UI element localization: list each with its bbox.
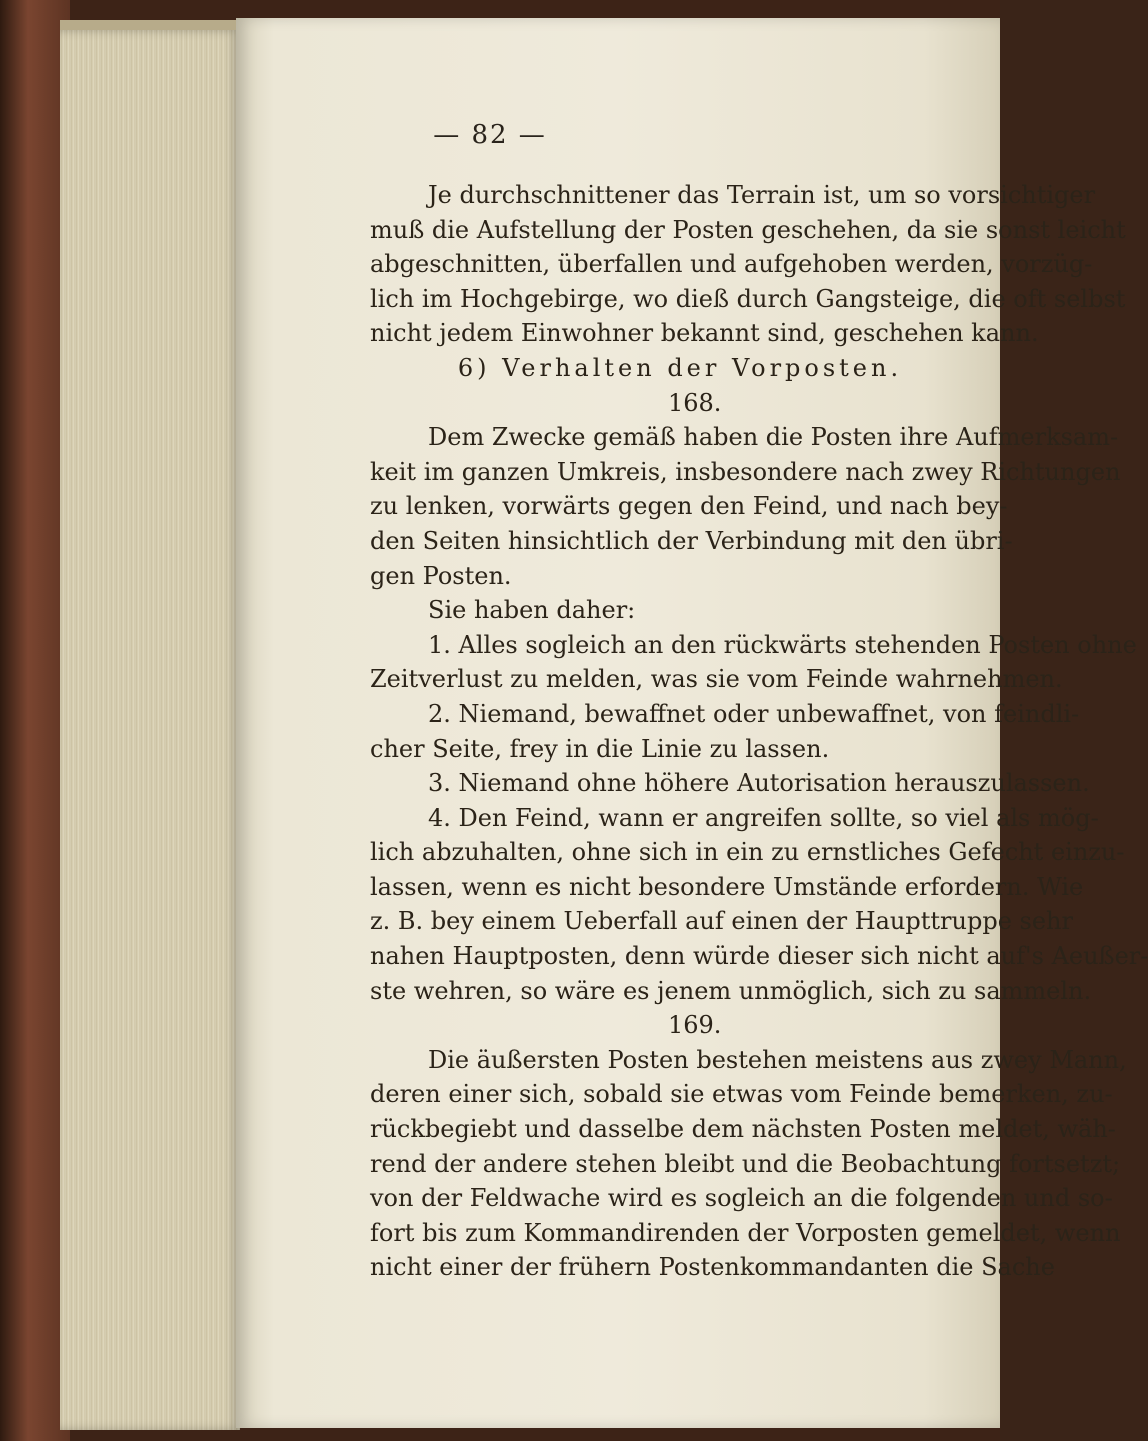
list-item: 2. Niemand, bewaffnet oder unbewaffnet, von feindli- [428,699,1080,728]
paragraph-number: 169. [668,1011,722,1040]
page-number-header: — 82 — [433,120,547,150]
text-line: rend der andere stehen bleibt und die Beobachtung fortsetzt; [370,1149,1121,1178]
text-line: ste wehren, so wäre es jenem unmöglich, sich zu sammeln. [370,976,1092,1005]
section-heading: 6) Verhalten der Vorposten. [457,353,903,382]
text-line: deren einer sich, sobald sie etwas vom Feinde bemerken, zu- [370,1080,1113,1109]
text-line: nicht einer der frühern Postenkommandanten die Sache [370,1253,1055,1282]
text-line: zu lenken, vorwärts gegen den Feind, und nach bey- [370,492,1008,521]
text-line: nahen Hauptposten, denn würde dieser sich nicht auf's Aeußer- [370,942,1148,971]
text-line: gen Posten. [370,561,512,590]
text-line: Die äußersten Posten bestehen meistens aus zwey Mann, [428,1045,1127,1074]
list-item: 3. Niemand ohne höhere Autorisation herauszulassen. [428,769,1090,798]
text-line: Sie haben daher: [428,596,636,625]
text-line: muß die Aufstellung der Posten geschehen, da sie sonst leicht [370,215,1126,244]
list-item: 1. Alles sogleich an den rückwärts stehenden Posten ohne [428,630,1137,659]
text-line: den Seiten hinsichtlich der Verbindung mit den übri- [370,526,1013,555]
text-line: Dem Zwecke gemäß haben die Posten ihre Aufmerksam- [428,423,1119,452]
text-line: lassen, wenn es nicht besondere Umstände erfordern. Wie [370,872,1084,901]
paragraph-number: 168. [668,388,722,417]
text-line: von der Feldwache wird es sogleich an die folgenden und so- [370,1184,1113,1213]
list-item: 4. Den Feind, wann er angreifen sollte, so viel als mög- [428,803,1099,832]
page-edges [60,30,240,1430]
text-line: nicht jedem Einwohner bekannt sind, geschehen kann. [370,319,1039,348]
text-line: keit im ganzen Umkreis, insbesondere nach zwey Richtungen [370,457,1121,486]
text-line: Zeitverlust zu melden, was sie vom Feinde wahrnehmen. [370,665,1063,694]
text-line: Je durchschnittener das Terrain ist, um so vorsichtiger [428,181,1096,209]
text-line: fort bis zum Kommandirenden der Vorposten gemeldet, wenn [370,1218,1121,1247]
text-line: abgeschnitten, überfallen und aufgehoben werden, vorzüg- [370,250,1093,279]
text-line: cher Seite, frey in die Linie zu lassen. [370,734,830,763]
text-line: lich abzuhalten, ohne sich in ein zu ernstliches Gefecht einzu- [370,838,1125,867]
text-line: rückbegiebt und dasselbe dem nächsten Posten meldet, wäh- [370,1115,1116,1144]
text-line: lich im Hochgebirge, wo dieß durch Gangsteige, die oft selbst [370,284,1126,313]
page-text [370,178,1148,1285]
text-line: z. B. bey einem Ueberfall auf einen der Haupttruppe sehr [370,907,1073,936]
